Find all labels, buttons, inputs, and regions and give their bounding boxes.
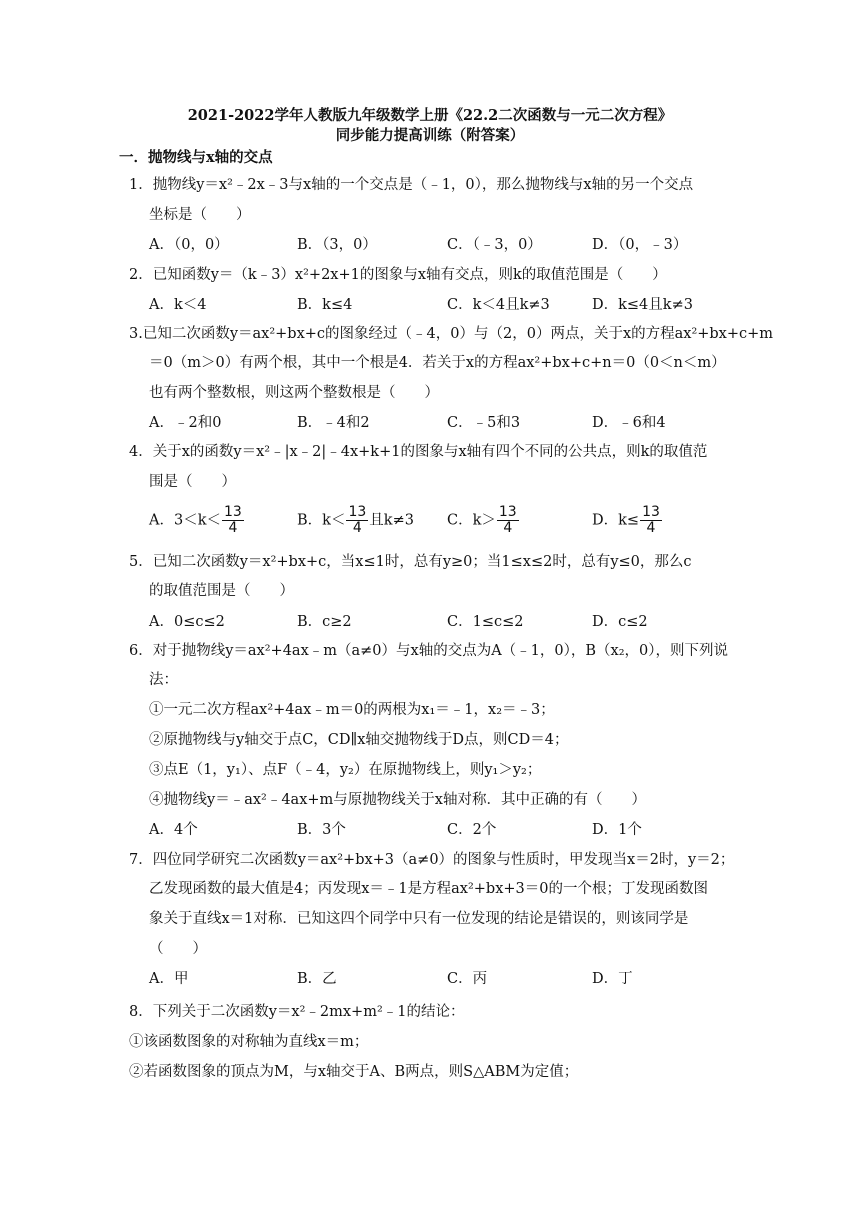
section-heading: 一．抛物线与x轴的交点 [119,149,273,166]
question-4-option-a-text: A．3＜k＜ [149,512,221,529]
question-3-option-d: D．﹣6和4 [592,415,666,431]
question-4-option-c-text: C．k＞ [447,512,496,529]
fraction-denominator: 4 [646,520,656,536]
document-title: 2021-2022学年人教版九年级数学上册《22.2二次函数与一元二次方程》 [187,107,673,124]
question-4-option-c [447,505,520,536]
question-4-option-b-suffix: 且k≠3 [369,512,414,529]
question-4-option-d-text: D．k≤ [592,512,640,529]
question-6-option-b: B．3个 [297,822,346,838]
question-4-option-a [149,505,245,536]
question-5-line-2: 的取值范围是（ ） [149,583,294,599]
question-8-line-1: 8．下列关于二次函数y＝x²﹣2mx+m²﹣1的结论： [129,1004,465,1020]
fraction-numerator: 13 [223,504,242,520]
fraction [222,505,244,536]
question-4-line-1: 4．关于x的函数y＝x²﹣|x﹣2|﹣4x+k+1的图象与x轴有四个不同的公共点，则k的取值范 [129,444,708,460]
question-6-statement-1: ①一元二次方程ax²+4ax﹣m＝0的两根为x₁＝﹣1，x₂＝﹣3； [149,702,555,718]
question-7-line-2: 乙发现函数的最大值是4；丙发现x＝﹣1是方程ax²+bx+3＝0的一个根；丁发现函数图 [149,881,708,897]
question-5-option-d: D．c≤2 [592,614,648,630]
question-1-option-a: A．（0，0） [149,237,229,253]
question-6-statement-3: ③点E（1，y₁）、点F（﹣4，y₂）在原抛物线上，则y₁＞y₂； [149,762,542,778]
fraction-numerator: 13 [642,504,660,520]
question-2-option-b: B．k≤4 [297,297,353,313]
question-7-option-a: A．甲 [149,971,189,987]
question-1-line-1: 1．抛物线y＝x²﹣2x﹣3与x轴的一个交点是（﹣1，0），那么抛物线与x轴的另一个交点 [129,177,694,193]
question-6-option-c: C．2个 [447,822,497,838]
question-7-line-4: （ ） [149,941,207,957]
question-3-option-b: B．﹣4和2 [297,415,370,431]
question-7-option-b: B．乙 [297,971,337,987]
question-5-option-b: B．c≥2 [297,614,352,630]
question-6-line-2: 法： [149,672,178,688]
question-1-option-b: B．（3，0） [297,237,377,253]
question-4-option-d [592,505,663,536]
question-1-line-2: 坐标是（ ） [149,207,251,223]
question-1-option-d: D．（0，﹣3） [592,237,688,253]
fraction-numerator: 13 [498,504,517,520]
fraction-denominator: 4 [352,520,362,536]
fraction-denominator: 4 [228,520,238,536]
fraction-numerator: 13 [348,504,367,520]
question-6-statement-2: ②原抛物线与y轴交于点C，CD∥x轴交抛物线于D点，则CD＝4； [149,732,569,748]
question-1-option-c: C．（﹣3，0） [447,237,542,253]
fraction [640,505,662,536]
question-7-line-3: 象关于直线x＝1对称．已知这四个同学中只有一位发现的结论是错误的，则该同学是 [149,911,689,927]
question-7-option-d: D．丁 [592,971,633,987]
question-8-statement-2: ②若函数图象的顶点为M，与x轴交于A、B两点，则S△ABM为定值； [129,1064,579,1080]
question-8-statement-1: ①该函数图象的对称轴为直线x＝m； [129,1034,369,1050]
fraction-denominator: 4 [503,520,513,536]
question-5-line-1: 5．已知二次函数y＝x²+bx+c，当x≤1时，总有y≥0；当1≤x≤2时，总有y≤0，那么c [129,554,692,570]
question-6-option-d: D．1个 [592,822,642,838]
question-4-option-b [297,505,414,536]
question-3-line-1: 3.已知二次函数y＝ax²+bx+c的图象经过（﹣4，0）与（2，0）两点，关于x的方程ax²+bx+c+m [129,326,774,342]
question-4-option-b-text: B．k＜ [297,512,346,529]
question-2-option-a: A．k＜4 [149,297,207,313]
question-2-line-1: 2．已知函数y＝（k﹣3）x²+2x+1的图象与x轴有交点，则k的取值范围是（ ） [129,267,667,283]
fraction [497,505,519,536]
question-2-option-d: D．k≤4且k≠3 [592,297,693,313]
question-3-line-2: ＝0（m＞0）有两个根，其中一个根是4．若关于x的方程ax²+bx+c+n＝0（0＜n＜m） [149,355,726,371]
question-3-line-3: 也有两个整数根，则这两个整数根是（ ） [149,385,439,401]
question-5-option-c: C．1≤c≤2 [447,614,524,630]
question-6-line-1: 6．对于抛物线y＝ax²+4ax﹣m（a≠0）与x轴的交点为A（﹣1，0），B（x₂，0），则下列说 [129,643,728,659]
question-2-option-c: C．k＜4且k≠3 [447,297,550,313]
question-6-statement-4: ④抛物线y＝﹣ax²﹣4ax+m与原抛物线关于x轴对称．其中正确的有（ ） [149,792,646,808]
question-6-option-a: A．4个 [149,822,198,838]
question-3-option-c: C．﹣5和3 [447,415,521,431]
question-7-option-c: C．丙 [447,971,488,987]
question-3-option-a: A．﹣2和0 [149,415,222,431]
question-5-option-a: A．0≤c≤2 [149,614,225,630]
fraction [346,505,368,536]
document-subtitle: 同步能力提高训练（附答案） [335,127,525,144]
question-7-line-1: 7．四位同学研究二次函数y＝ax²+bx+3（a≠0）的图象与性质时，甲发现当x＝2时，y＝2； [129,852,735,868]
question-4-line-2: 围是（ ） [149,474,236,490]
